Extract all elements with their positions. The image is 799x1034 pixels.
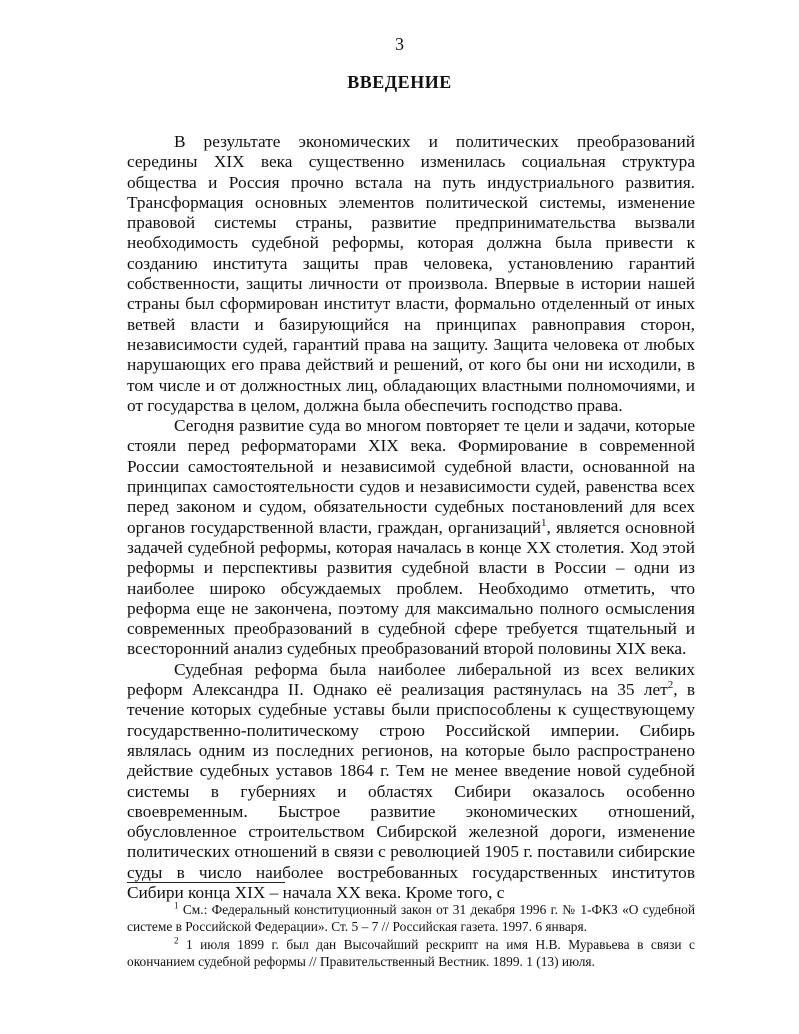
footnote-divider bbox=[127, 882, 285, 883]
footnote-1 bbox=[127, 901, 695, 936]
footnote-mark-1: 1 bbox=[174, 900, 179, 911]
paragraph-3-text-start: Судебная реформа была наиболее либеральной из всех великих реформ Александра II. Однако её реализация растянулась на 35 лет bbox=[127, 659, 695, 700]
paragraph-2-text-end: , является основной задачей судебной реформы, которая началась в конце XX столетия. Ход этой реформы и перспективы развития судебной власти в России – одни из наиболее широко обсуждаемых проблем. Необходимо отметить, что реформа еще не закончена, поэтому для максимально полного осмысления современных преобразований в судебной сфере требуется тщательный и всесторонний анализ судебных преобразований второй половины XIX века. bbox=[127, 517, 695, 659]
footnote-ref-2[interactable]: 2 bbox=[667, 679, 674, 692]
paragraph-2 bbox=[127, 416, 695, 660]
body-text bbox=[127, 132, 695, 903]
page-title: ВВЕДЕНИЕ bbox=[347, 72, 452, 92]
footnote-mark-2: 2 bbox=[174, 935, 179, 946]
paragraph-3-text-end: , в течение которых судебные уставы были приспособлены к существующему государственно-политическому строю Российской империи. Сибирь являлась одним из последних регионов, на которые было распространено действие судебных уставов 1864 г. Тем не менее введение новой судебной системы в губерниях и областях Сибири оказалось особенно своевременным. Быстрое развитие экономических отношений, обусловленное строительством Сибирской железной дороги, изменение политических отношений в связи с революцией 1905 г. поставили сибирские суды в число наиболее востребованных государственных институтов Сибири конца XIX – начала XX века. Кроме того, с bbox=[127, 680, 695, 902]
paragraph-2-text-start: Сегодня развитие суда во многом повторяет те цели и задачи, которые стояли перед реформаторами XIX века. Формирование в современной России самостоятельной и независимой судебной власти, основанной на принципах самостоятельности судов и независимости судей, равенства всех перед законом и судом, обязательности судебных постановлений для всех органов государственной власти, граждан, организаций bbox=[127, 416, 695, 537]
footnote-2 bbox=[127, 936, 695, 971]
footnote-ref-1[interactable]: 1 bbox=[540, 516, 547, 529]
page-number: 3 bbox=[395, 34, 404, 54]
paragraph-1: В результате экономических и политических преобразований середины XIX века существенно изменилась социальная структура общества и Россия прочно встала на путь индустриального развития. Трансформация основных элементов политической системы, изменение правовой системы страны, развитие предпринимательства вызвали необходимость судебной реформы, которая должна была привести к созданию института защиты прав человека, установлению гарантий собственности, защиты личности от произвола. Впервые в истории нашей страны был сформирован институт власти, формально отделенный от иных ветвей власти и базирующийся на принципах равноправия сторон, независимости судей, гарантий права на защиту. Защита человека от любых нарушающих его права действий и решений, от кого бы они ни исходили, в том числе и от должностных лиц, обладающих властными полномочиями, и от государства в целом, должна была обеспечить господство права. bbox=[127, 132, 695, 415]
footnotes bbox=[127, 901, 695, 971]
footnote-2-text: 1 июля 1899 г. был дан Высочайший рескрипт на имя Н.В. Муравьева в связи с окончанием судебной реформы // Правительственный Вестник. 1899. 1 (13) июля. bbox=[127, 936, 695, 970]
footnote-1-text: См.: Федеральный конституционный закон от 31 декабря 1996 г. № 1-ФКЗ «О судебной системе в Российской Федерации». Ст. 5 – 7 // Российская газета. 1997. 6 января. bbox=[127, 902, 695, 935]
paragraph-3 bbox=[127, 660, 695, 904]
